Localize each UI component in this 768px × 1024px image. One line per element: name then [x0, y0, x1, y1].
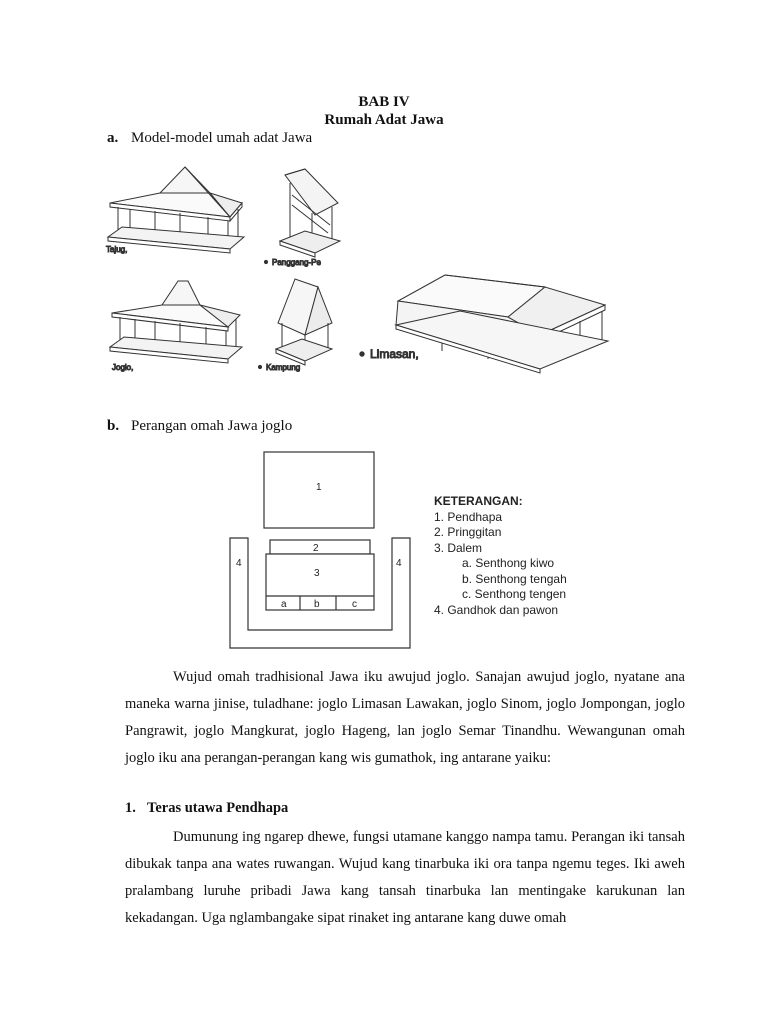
legend-item: 4. Gandhok dan pawon — [434, 602, 559, 617]
section-a-marker: a. — [107, 130, 119, 146]
plan-letter-c: c — [352, 599, 357, 610]
kampung-house-illustration — [276, 279, 332, 365]
tajug-house-illustration — [108, 167, 244, 253]
paragraph-text: Wujud omah tradhisional Jawa iku awujud joglo. Sanajan awujud joglo, nyatane ana maneka warna jinise, tuladhane: joglo Limasan Lawakan, joglo Sinom, joglo Jompongan, joglo Pangrawit, joglo Mangkurat, joglo Hageng, lan joglo Semar Tinandhu. Wewangunan omah joglo iku ana perangan-perangan kang wis gumathok, ing antarane yaiku: — [125, 669, 685, 766]
section-b-label: Perangan omah Jawa joglo — [131, 418, 293, 434]
plan-letter-b: b — [314, 599, 320, 610]
limasan-house-illustration — [396, 275, 608, 373]
list-item-title: Teras utawa Pendhapa — [147, 800, 289, 816]
list-item-heading — [125, 800, 288, 817]
plan-legend — [434, 494, 567, 618]
legend-item: 3. Dalem — [434, 540, 483, 555]
chapter-heading: BAB IV — [358, 94, 410, 110]
label-kampung: Kampung — [266, 363, 301, 372]
plan-number-3: 3 — [314, 568, 320, 579]
label-limasan: Limasan, — [370, 347, 419, 361]
legend-subitem: a. Senthong kiwo — [462, 556, 555, 570]
house-models-figure — [100, 155, 620, 385]
plan-number-4-right: 4 — [396, 558, 402, 569]
legend-item: 2. Pringgitan — [434, 525, 502, 539]
section-b-marker: b. — [107, 418, 120, 434]
section-b-heading — [107, 418, 292, 435]
plan-number-1: 1 — [316, 482, 322, 493]
label-panggang-pe: Panggang-Pe — [272, 258, 321, 267]
chapter-title: Rumah Adat Jawa — [324, 112, 444, 128]
label-joglo: Joglo, — [112, 363, 134, 372]
panggang-pe-house-illustration — [280, 169, 340, 257]
body-paragraph-1 — [125, 664, 685, 772]
legend-subitem: b. Senthong tengah — [462, 571, 567, 586]
pringgitan-area — [270, 540, 370, 554]
plan-letter-a: a — [281, 599, 287, 610]
legend-subitem: c. Senthong tengen — [462, 587, 567, 601]
section-a-label: Model-model umah adat Jawa — [131, 130, 313, 146]
legend-item: 1. Pendhapa — [434, 509, 503, 524]
label-tajug: Tajug, — [106, 245, 128, 254]
paragraph-text: Dumunung ing ngarep dhewe, fungsi utamane kanggo nampa tamu. Perangan iki tansah dibukak tanpa ana wates ruwangan. Wujud kang tinarbuka iki ora tanpa ngemu teges. Iki aweh pralambang luruhe pribadi Jawa kang tansah tinarbuka lan mentingake karukunan lan kekadangan. Uga nglambangake sipat rinaket ing antarane kang duwe omah — [125, 829, 685, 926]
joglo-house-illustration — [110, 281, 242, 363]
plan-number-4-left: 4 — [236, 558, 242, 569]
section-a-heading — [107, 130, 312, 147]
body-paragraph-2 — [125, 824, 685, 932]
joglo-floor-plan — [226, 448, 416, 653]
list-item-number: 1. — [125, 800, 136, 816]
legend-title: KETERANGAN: — [434, 494, 523, 508]
plan-number-2: 2 — [313, 543, 319, 554]
